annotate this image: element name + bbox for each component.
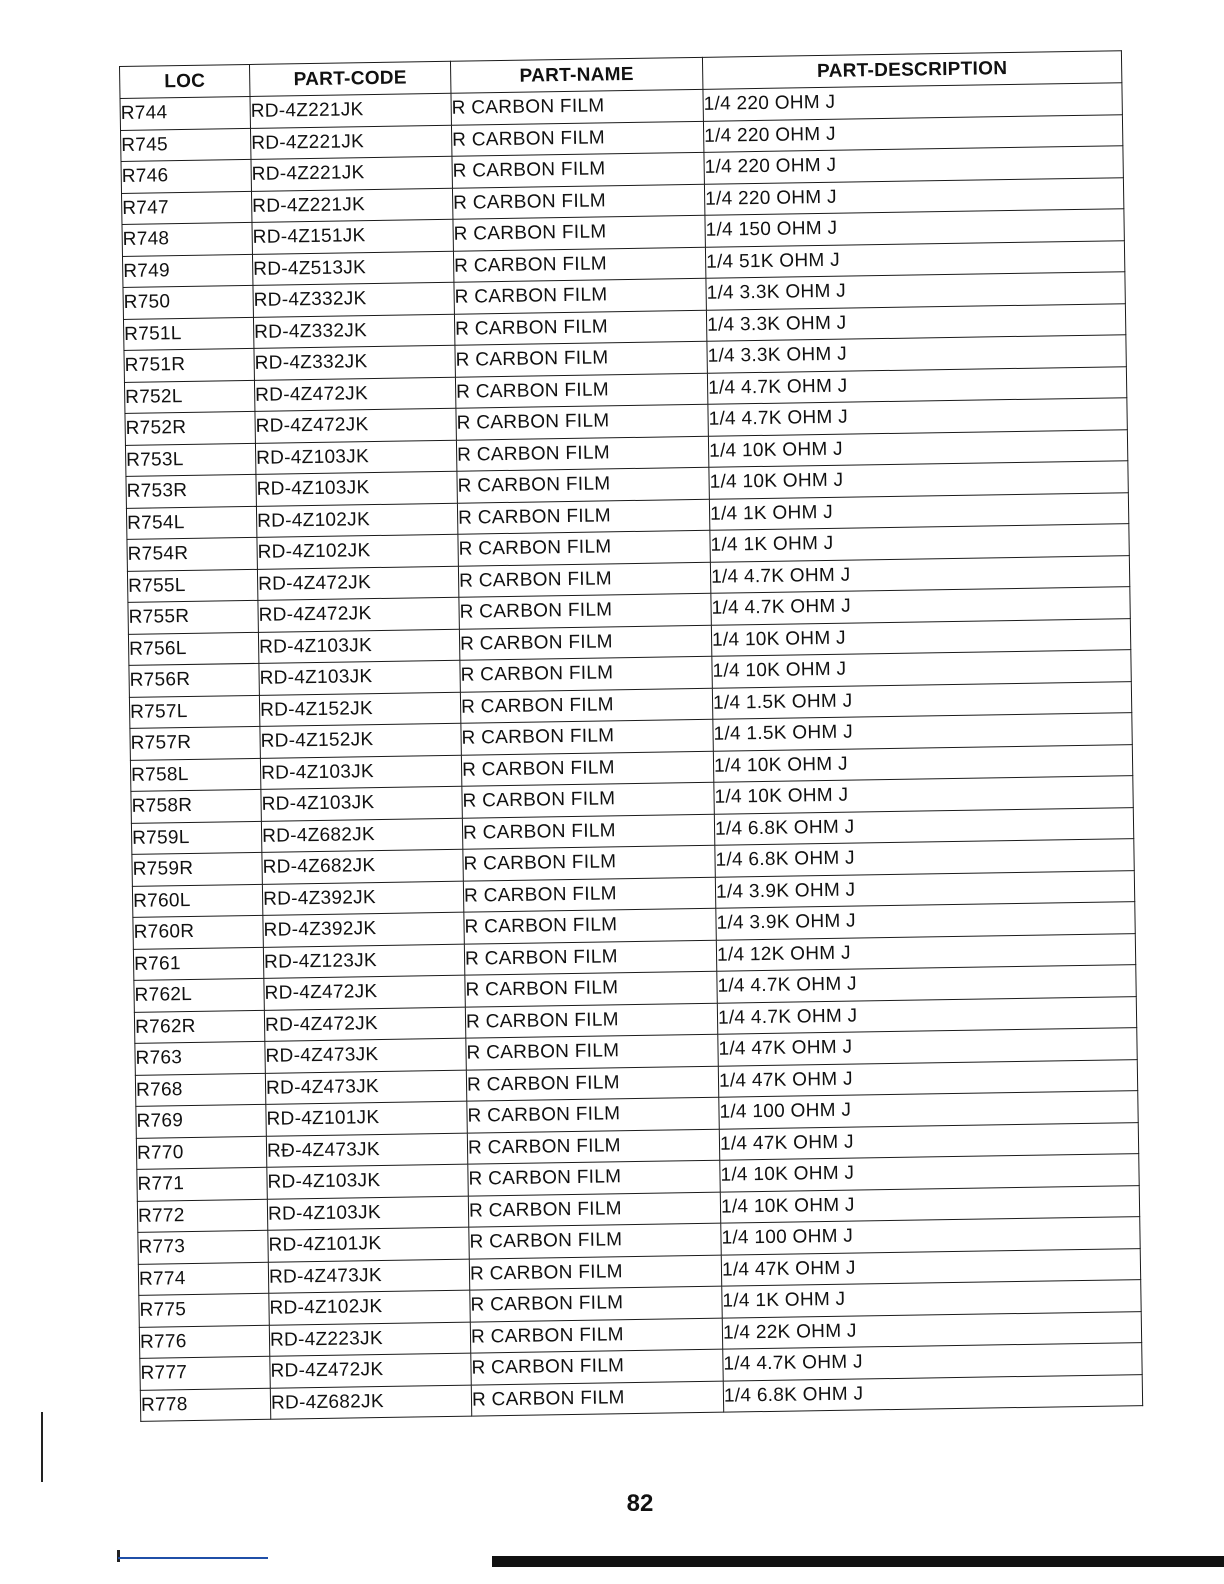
cell-part-code: RD-4Z103JK [260, 755, 461, 790]
cell-part-name: R CARBON FILM [467, 1129, 719, 1164]
cell-part-name: R CARBON FILM [458, 530, 710, 565]
cell-part-code: RD-4Z472JK [270, 1353, 471, 1388]
cell-part-name: R CARBON FILM [468, 1160, 720, 1195]
cell-loc: R769 [136, 1104, 266, 1138]
cell-part-description: 1/4 6.8K OHM J [715, 839, 1134, 877]
cell-part-code: RD-4Z473JK [265, 1070, 466, 1105]
cell-part-name: R CARBON FILM [460, 688, 712, 723]
cell-part-code: RD-4Z152JK [259, 692, 460, 727]
cell-part-description: 1/4 10K OHM J [714, 776, 1133, 814]
cell-loc: R753R [126, 474, 256, 508]
cell-part-description: 1/4 220 OHM J [704, 177, 1123, 215]
page-number: 82 [626, 1490, 654, 1517]
cell-part-code: RD-4Z103JK [267, 1164, 468, 1199]
cell-part-name: R CARBON FILM [454, 310, 706, 345]
cell-loc: R751L [123, 317, 253, 351]
cell-part-name: R CARBON FILM [458, 562, 710, 597]
cell-part-name: R CARBON FILM [456, 436, 708, 471]
cell-part-name: R CARBON FILM [459, 593, 711, 628]
cell-part-name: R CARBON FILM [464, 908, 716, 943]
cell-loc: R756L [128, 632, 258, 666]
cell-part-name: R CARBON FILM [453, 215, 705, 250]
cell-loc: R751R [124, 348, 254, 382]
cell-part-description: 1/4 10K OHM J [709, 461, 1128, 499]
cell-part-code: RD-4Z472JK [258, 597, 459, 632]
cell-loc: R771 [137, 1167, 267, 1201]
cell-part-code: RD-4Z472JK [255, 408, 456, 443]
cell-part-name: R CARBON FILM [462, 782, 714, 817]
cell-part-name: R CARBON FILM [451, 121, 703, 156]
cell-part-code: RD-4Z151JK [252, 219, 453, 254]
cell-part-code: RD-4Z332JK [253, 314, 454, 349]
cell-part-name: R CARBON FILM [456, 404, 708, 439]
cell-part-code: RD-4Z472JK [264, 1007, 465, 1042]
cell-loc: R755L [127, 569, 257, 603]
cell-part-code: RD-4Z332JK [253, 282, 454, 317]
cell-part-code: RD-4Z101JK [266, 1101, 467, 1136]
cell-loc: R762L [134, 978, 264, 1012]
bottom-tick-mark [117, 1550, 120, 1562]
cell-loc: R770 [136, 1136, 266, 1170]
cell-part-name: R CARBON FILM [470, 1286, 722, 1321]
cell-loc: R755R [128, 600, 258, 634]
cell-part-name: R CARBON FILM [452, 152, 704, 187]
header-part-code: PART-CODE [249, 61, 450, 96]
cell-part-code: RD-4Z103JK [256, 471, 457, 506]
cell-part-name: R CARBON FILM [467, 1097, 719, 1132]
cell-part-code: RD-4Z102JK [269, 1290, 470, 1325]
cell-loc: R757L [129, 695, 259, 729]
cell-part-name: R CARBON FILM [463, 877, 715, 912]
cell-part-description: 1/4 10K OHM J [708, 429, 1127, 467]
cell-part-code: RD-4Z103JK [259, 660, 460, 695]
cell-part-name: R CARBON FILM [470, 1318, 722, 1353]
cell-part-name: R CARBON FILM [466, 1034, 718, 1069]
cell-loc: R757R [130, 726, 260, 760]
cell-loc: R762R [134, 1010, 264, 1044]
cell-part-name: R CARBON FILM [452, 184, 704, 219]
cell-part-description: 1/4 4.7K OHM J [717, 996, 1136, 1034]
cell-loc: R778 [140, 1388, 270, 1422]
cell-part-description: 1/4 22K OHM J [722, 1311, 1141, 1349]
cell-part-description: 1/4 10K OHM J [711, 618, 1130, 656]
cell-part-description: 1/4 4.7K OHM J [710, 555, 1129, 593]
cell-loc: R759L [131, 821, 261, 855]
margin-mark [41, 1412, 43, 1482]
cell-part-name: R CARBON FILM [471, 1349, 723, 1384]
cell-part-name: R CARBON FILM [460, 656, 712, 691]
cell-part-name: R CARBON FILM [471, 1381, 723, 1416]
cell-part-name: R CARBON FILM [459, 625, 711, 660]
cell-part-name: R CARBON FILM [455, 373, 707, 408]
cell-part-description: 1/4 12K OHM J [716, 933, 1135, 971]
cell-part-name: R CARBON FILM [468, 1192, 720, 1227]
cell-loc: R759R [132, 852, 262, 886]
cell-loc: R745 [121, 128, 251, 162]
cell-part-code: RD-4Z102JK [257, 534, 458, 569]
cell-part-code: RD-4Z472JK [264, 975, 465, 1010]
cell-part-code: RD-4Z221JK [250, 93, 451, 128]
cell-loc: R760R [133, 915, 263, 949]
cell-part-name: R CARBON FILM [469, 1223, 721, 1258]
header-part-description: PART-DESCRIPTION [702, 51, 1121, 90]
cell-part-code: RD-4Z152JK [260, 723, 461, 758]
cell-part-name: R CARBON FILM [457, 499, 709, 534]
cell-part-code: RD-4Z103JK [267, 1196, 468, 1231]
cell-part-description: 1/4 100 OHM J [719, 1091, 1138, 1129]
bottom-scan-bar [492, 1556, 1224, 1567]
cell-part-code: RD-4Z473JK [268, 1259, 469, 1294]
cell-part-description: 1/4 47K OHM J [718, 1059, 1137, 1097]
header-loc: LOC [120, 64, 250, 98]
cell-part-code: RD-4Z221JK [251, 188, 452, 223]
cell-part-name: R CARBON FILM [461, 751, 713, 786]
cell-part-name: R CARBON FILM [465, 1003, 717, 1038]
cell-part-description: 1/4 3.9K OHM J [716, 902, 1135, 940]
cell-part-description: 1/4 3.3K OHM J [706, 303, 1125, 341]
cell-loc: R750 [123, 285, 253, 319]
cell-loc: R752L [124, 380, 254, 414]
cell-loc: R753L [125, 443, 255, 477]
cell-part-description: 1/4 3.3K OHM J [707, 335, 1126, 373]
cell-part-code: RD-4Z682JK [270, 1385, 471, 1420]
cell-part-description: 1/4 1.5K OHM J [713, 713, 1132, 751]
cell-loc: R768 [135, 1073, 265, 1107]
cell-part-description: 1/4 4.7K OHM J [708, 398, 1127, 436]
cell-part-name: R CARBON FILM [465, 971, 717, 1006]
cell-part-description: 1/4 220 OHM J [703, 114, 1122, 152]
cell-part-name: R CARBON FILM [466, 1066, 718, 1101]
cell-loc: R749 [122, 254, 252, 288]
cell-part-code: RD-4Z472JK [254, 377, 455, 412]
cell-part-description: 1/4 4.7K OHM J [707, 366, 1126, 404]
cell-part-description: 1/4 4.7K OHM J [711, 587, 1130, 625]
cell-part-code: RD-4Z221JK [251, 156, 452, 191]
cell-part-code: RD-4Z101JK [268, 1227, 469, 1262]
cell-part-description: 1/4 220 OHM J [704, 146, 1123, 184]
cell-part-name: R CARBON FILM [451, 89, 703, 124]
cell-loc: R754R [127, 537, 257, 571]
cell-loc: R773 [138, 1230, 268, 1264]
cell-loc: R775 [139, 1293, 269, 1327]
cell-part-description: 1/4 47K OHM J [721, 1248, 1140, 1286]
cell-part-description: 1/4 1K OHM J [710, 524, 1129, 562]
cell-loc: R774 [138, 1262, 268, 1296]
cell-part-name: R CARBON FILM [455, 341, 707, 376]
bottom-rule [118, 1557, 268, 1559]
parts-list-sheet [119, 50, 1142, 1422]
cell-loc: R772 [137, 1199, 267, 1233]
cell-loc: R747 [121, 191, 251, 225]
cell-part-description: 1/4 1.5K OHM J [712, 681, 1131, 719]
cell-loc: R748 [122, 222, 252, 256]
cell-part-description: 1/4 47K OHM J [719, 1122, 1138, 1160]
cell-part-description: 1/4 51K OHM J [705, 240, 1124, 278]
cell-part-name: R CARBON FILM [453, 247, 705, 282]
cell-part-description: 1/4 10K OHM J [720, 1154, 1139, 1192]
cell-part-name: R CARBON FILM [469, 1255, 721, 1290]
cell-part-name: R CARBON FILM [457, 467, 709, 502]
cell-loc: R754L [126, 506, 256, 540]
cell-part-code: RD-4Z332JK [254, 345, 455, 380]
cell-part-description: 1/4 220 OHM J [703, 83, 1122, 121]
cell-part-code: RD-4Z392JK [263, 912, 464, 947]
cell-part-description: 1/4 3.3K OHM J [706, 272, 1125, 310]
cell-part-name: R CARBON FILM [463, 845, 715, 880]
parts-table [119, 50, 1143, 1422]
cell-part-code: RĐ-4Z473JK [266, 1133, 467, 1168]
cell-loc: R752R [125, 411, 255, 445]
cell-part-name: R CARBON FILM [454, 278, 706, 313]
cell-part-code: RD-4Z103JK [258, 629, 459, 664]
cell-part-description: 1/4 47K OHM J [718, 1028, 1137, 1066]
cell-part-description: 1/4 10K OHM J [713, 744, 1132, 782]
cell-part-code: RD-4Z103JK [255, 440, 456, 475]
cell-part-code: RD-4Z682JK [262, 849, 463, 884]
cell-part-name: R CARBON FILM [461, 719, 713, 754]
cell-part-code: RD-4Z102JK [256, 503, 457, 538]
cell-part-description: 1/4 3.9K OHM J [715, 870, 1134, 908]
cell-part-code: RD-4Z223JK [269, 1322, 470, 1357]
cell-part-description: 1/4 4.7K OHM J [717, 965, 1136, 1003]
cell-part-description: 1/4 10K OHM J [720, 1185, 1139, 1223]
cell-part-description: 1/4 6.8K OHM J [723, 1374, 1142, 1412]
cell-loc: R756R [129, 663, 259, 697]
cell-loc: R761 [133, 947, 263, 981]
cell-loc: R744 [120, 96, 250, 130]
cell-loc: R763 [135, 1041, 265, 1075]
cell-part-code: RD-4Z513JK [252, 251, 453, 286]
cell-part-description: 1/4 10K OHM J [712, 650, 1131, 688]
cell-loc: R760L [132, 884, 262, 918]
cell-part-description: 1/4 6.8K OHM J [714, 807, 1133, 845]
cell-part-name: R CARBON FILM [464, 940, 716, 975]
cell-part-name: R CARBON FILM [462, 814, 714, 849]
cell-part-code: RD-4Z123JK [263, 944, 464, 979]
cell-loc: R746 [121, 159, 251, 193]
cell-loc: R758R [131, 789, 261, 823]
cell-part-description: 1/4 100 OHM J [721, 1217, 1140, 1255]
cell-part-code: RD-4Z392JK [262, 881, 463, 916]
cell-part-description: 1/4 4.7K OHM J [723, 1343, 1142, 1381]
header-part-name: PART-NAME [450, 57, 702, 93]
cell-part-code: RD-4Z473JK [265, 1038, 466, 1073]
cell-loc: R777 [140, 1356, 270, 1390]
cell-part-code: RD-4Z221JK [250, 125, 451, 160]
cell-part-description: 1/4 1K OHM J [722, 1280, 1141, 1318]
cell-part-description: 1/4 1K OHM J [709, 492, 1128, 530]
cell-part-code: RD-4Z682JK [261, 818, 462, 853]
cell-loc: R776 [139, 1325, 269, 1359]
cell-part-code: RD-4Z472JK [257, 566, 458, 601]
cell-part-description: 1/4 150 OHM J [705, 209, 1124, 247]
cell-part-code: RD-4Z103JK [261, 786, 462, 821]
cell-loc: R758L [130, 758, 260, 792]
